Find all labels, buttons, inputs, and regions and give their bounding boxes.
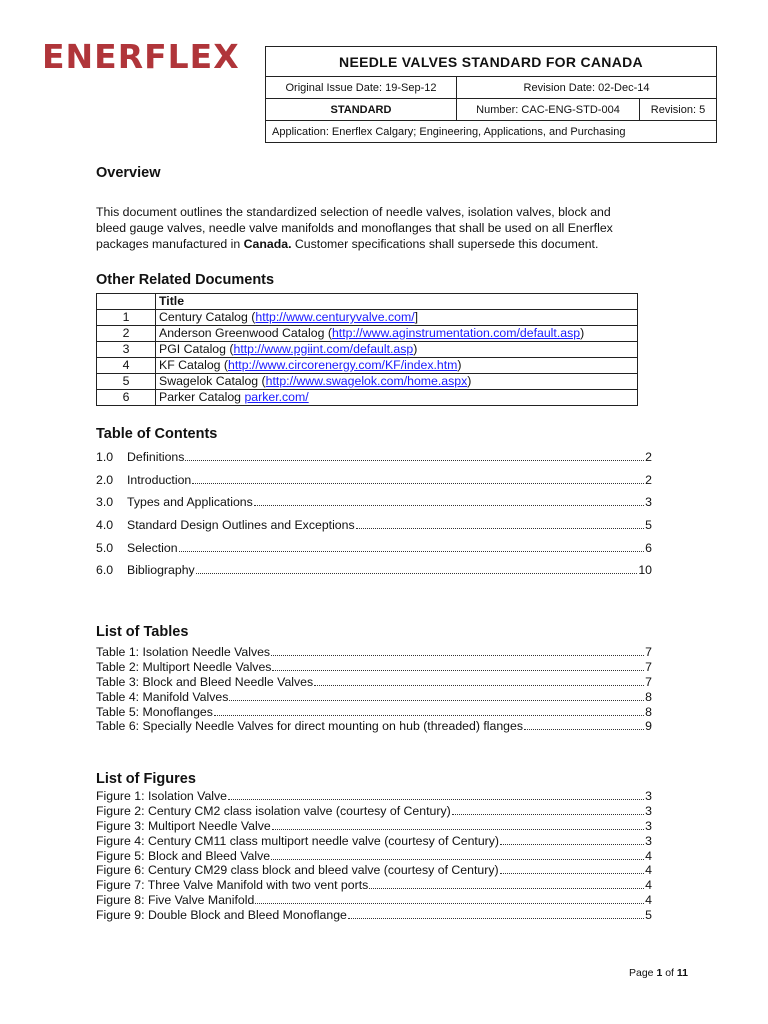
application-scope: Application: Enerflex Calgary; Engineering, Applications, and Purchasing xyxy=(266,121,717,143)
dot-leader xyxy=(229,700,644,701)
row-title: Swagelok Catalog (http://www.swagelok.com/home.aspx) xyxy=(156,374,638,390)
item-page: 7 xyxy=(645,645,652,659)
dot-leader xyxy=(356,528,645,529)
dot-leader xyxy=(254,505,644,506)
related-documents-heading: Other Related Documents xyxy=(96,272,275,288)
row-number: 3 xyxy=(97,342,156,358)
dot-leader xyxy=(271,859,644,860)
catalog-link[interactable]: parker.com/ xyxy=(244,390,309,404)
dot-leader xyxy=(524,729,644,730)
dot-leader xyxy=(452,814,644,815)
item-title: Figure 4: Century CM11 class multiport needle valve (courtesy of Century) xyxy=(96,833,499,848)
list-item[interactable] xyxy=(96,660,652,675)
list-of-figures-heading: List of Figures xyxy=(96,771,196,787)
row-title: Century Catalog (http://www.centuryvalve.com/] xyxy=(156,310,638,326)
list-item[interactable] xyxy=(96,834,652,849)
table-header-cell xyxy=(97,294,156,310)
item-title: Figure 2: Century CM2 class isolation valve (courtesy of Century) xyxy=(96,803,451,818)
item-page: 3 xyxy=(645,789,652,803)
list-item[interactable] xyxy=(96,804,652,819)
list-item[interactable] xyxy=(96,645,652,660)
dot-leader xyxy=(272,829,644,830)
table-row xyxy=(97,342,638,358)
item-title: Table 4: Manifold Valves xyxy=(96,689,229,704)
toc-title: Standard Design Outlines and Exceptions xyxy=(127,518,355,533)
toc-heading: Table of Contents xyxy=(96,426,218,442)
dot-leader xyxy=(214,715,644,716)
list-item[interactable] xyxy=(96,908,652,923)
of-label: of xyxy=(662,967,677,979)
revision-number: Revision: 5 xyxy=(640,99,717,121)
company-logo: ENERFLEX xyxy=(42,37,240,76)
item-page: 9 xyxy=(645,719,652,734)
list-of-figures xyxy=(96,789,652,923)
toc-page: 10 xyxy=(638,563,652,578)
dot-leader xyxy=(369,888,644,889)
table-header-title: Title xyxy=(156,294,638,310)
dot-leader xyxy=(255,903,644,904)
catalog-link[interactable]: http://www.centuryvalve.com/ xyxy=(255,310,415,324)
item-page: 4 xyxy=(645,878,652,893)
item-page: 4 xyxy=(645,893,652,908)
list-item[interactable] xyxy=(96,849,652,864)
toc-entry[interactable] xyxy=(96,495,652,518)
table-row xyxy=(97,358,638,374)
dot-leader xyxy=(500,844,644,845)
item-title: Figure 5: Block and Bleed Valve xyxy=(96,848,271,863)
list-item[interactable] xyxy=(96,690,652,705)
catalog-link[interactable]: http://www.aginstrumentation.com/default.asp xyxy=(331,326,581,340)
item-page: 3 xyxy=(645,803,652,818)
item-title: Table 6: Specially Needle Valves for direct mounting on hub (threaded) flanges xyxy=(96,719,523,734)
item-title: Table 2: Multiport Needle Valves xyxy=(96,659,272,674)
toc-page: 6 xyxy=(645,540,652,555)
item-title: Figure 7: Three Valve Manifold with two vent ports xyxy=(96,878,369,893)
item-title: Table 1: Isolation Needle Valves xyxy=(96,645,271,659)
toc-number: 3.0 xyxy=(96,495,114,510)
document-title: NEEDLE VALVES STANDARD FOR CANADA xyxy=(266,47,717,77)
item-title: Figure 1: Isolation Valve xyxy=(96,789,228,803)
row-title: Parker Catalog parker.com/ xyxy=(156,390,638,406)
table-row xyxy=(97,390,638,406)
toc-title: Selection xyxy=(127,540,178,555)
toc-page: 5 xyxy=(645,518,652,533)
dot-leader xyxy=(179,551,645,552)
row-number: 2 xyxy=(97,326,156,342)
row-number: 5 xyxy=(97,374,156,390)
catalog-link[interactable]: http://www.pgiint.com/default.asp xyxy=(233,342,414,356)
toc-number: 2.0 xyxy=(96,472,114,487)
dot-leader xyxy=(500,873,645,874)
dot-leader xyxy=(314,685,644,686)
list-item[interactable] xyxy=(96,893,652,908)
toc-title: Introduction xyxy=(127,472,192,487)
toc-page: 2 xyxy=(645,450,652,464)
dot-leader xyxy=(185,460,644,461)
item-title: Figure 9: Double Block and Bleed Monoflange xyxy=(96,908,347,923)
dot-leader xyxy=(228,799,644,800)
item-page: 5 xyxy=(645,908,652,923)
document-header-table xyxy=(265,46,717,143)
item-page: 8 xyxy=(645,704,652,719)
dot-leader xyxy=(196,573,638,574)
dot-leader xyxy=(192,483,644,484)
toc-entry[interactable] xyxy=(96,518,652,541)
item-title: Figure 6: Century CM29 class block and bleed valve (courtesy of Century) xyxy=(96,863,499,878)
row-number: 4 xyxy=(97,358,156,374)
item-page: 7 xyxy=(645,674,652,689)
dot-leader xyxy=(348,918,644,919)
toc-entry[interactable] xyxy=(96,473,652,496)
list-item[interactable] xyxy=(96,719,652,734)
list-item[interactable] xyxy=(96,789,652,804)
toc-entry[interactable] xyxy=(96,450,652,473)
related-documents-table xyxy=(96,293,638,406)
list-item[interactable] xyxy=(96,705,652,720)
row-title: PGI Catalog (http://www.pgiint.com/default.asp) xyxy=(156,342,638,358)
table-row xyxy=(97,374,638,390)
toc-number: 5.0 xyxy=(96,540,114,555)
list-of-tables-heading: List of Tables xyxy=(96,624,189,640)
row-title: KF Catalog (http://www.circorenergy.com/KF/index.htm) xyxy=(156,358,638,374)
page-footer xyxy=(629,967,688,979)
row-number: 1 xyxy=(97,310,156,326)
toc-page: 2 xyxy=(645,472,652,487)
item-page: 8 xyxy=(645,689,652,704)
item-page: 4 xyxy=(645,848,652,863)
overview-heading: Overview xyxy=(96,165,161,181)
toc-page: 3 xyxy=(645,495,652,510)
item-title: Table 3: Block and Bleed Needle Valves xyxy=(96,674,314,689)
toc-entry[interactable] xyxy=(96,541,652,564)
dot-leader xyxy=(271,655,644,656)
toc-number: 4.0 xyxy=(96,518,114,533)
item-title: Figure 3: Multiport Needle Valve xyxy=(96,818,271,833)
list-item[interactable] xyxy=(96,819,652,834)
original-issue-date: Original Issue Date: 19-Sep-12 xyxy=(266,77,457,99)
dot-leader xyxy=(272,670,644,671)
item-title: Figure 8: Five Valve Manifold xyxy=(96,893,255,908)
row-number: 6 xyxy=(97,390,156,406)
item-page: 7 xyxy=(645,659,652,674)
catalog-link[interactable]: http://www.swagelok.com/home.aspx xyxy=(265,374,468,388)
item-page: 4 xyxy=(645,863,652,878)
item-title: Table 5: Monoflanges xyxy=(96,704,213,719)
table-row xyxy=(97,326,638,342)
page-total: 11 xyxy=(676,967,688,979)
table-of-contents xyxy=(96,450,652,586)
toc-title: Types and Applications xyxy=(127,495,253,510)
page-number: 1 xyxy=(656,967,663,979)
overview-text-end: Customer specifications shall supersede this document. xyxy=(291,237,599,251)
item-page: 3 xyxy=(645,833,652,848)
overview-country: Canada. xyxy=(243,237,292,251)
toc-number: 6.0 xyxy=(96,563,114,578)
table-row xyxy=(97,310,638,326)
overview-text: This document outlines the standardized selection of needle valves, isolation valves, block and bleed gauge valves, needle valve manifolds and monoflanges that shall be used on all Enerflex packages manufactured in xyxy=(96,205,613,251)
item-page: 3 xyxy=(645,818,652,833)
revision-date: Revision Date: 02-Dec-14 xyxy=(457,77,717,99)
list-item[interactable] xyxy=(96,863,652,878)
list-item[interactable] xyxy=(96,878,652,893)
document-type: STANDARD xyxy=(266,99,457,121)
toc-entry[interactable] xyxy=(96,563,652,586)
list-of-tables xyxy=(96,645,652,734)
toc-title: Bibliography xyxy=(127,563,195,578)
catalog-link[interactable]: http://www.circorenergy.com/KF/index.htm xyxy=(228,358,458,372)
list-item[interactable] xyxy=(96,675,652,690)
page-label: Page xyxy=(629,967,657,979)
toc-number: 1.0 xyxy=(96,450,114,464)
toc-title: Definitions xyxy=(127,450,185,464)
row-title: Anderson Greenwood Catalog (http://www.aginstrumentation.com/default.asp) xyxy=(156,326,638,342)
document-number: Number: CAC-ENG-STD-004 xyxy=(457,99,640,121)
overview-paragraph xyxy=(96,204,636,252)
